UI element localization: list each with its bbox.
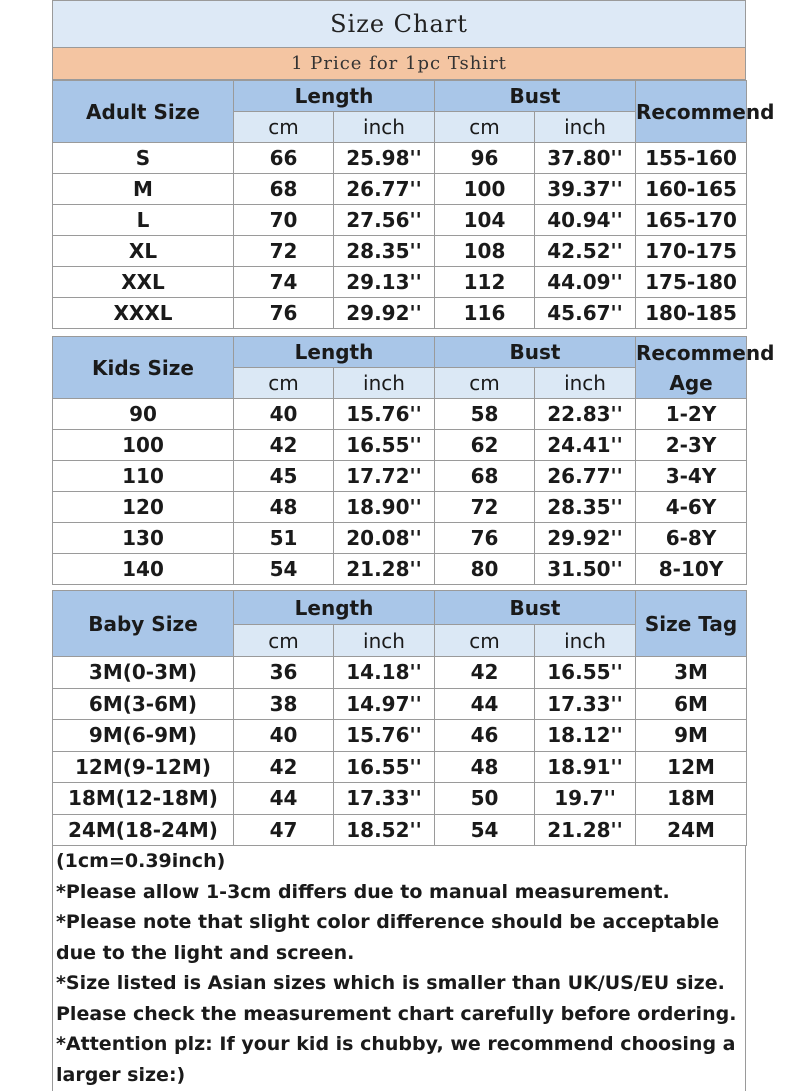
table-row (53, 554, 747, 585)
baby-size-table (52, 590, 747, 846)
bust-header: Bust (435, 81, 636, 112)
section-label: Baby Size (53, 591, 234, 657)
size-cell: 12M(9-12M) (53, 751, 234, 783)
unit-cm: cm (234, 625, 334, 657)
bust-cm-cell: 72 (435, 492, 535, 523)
unit-cm: cm (435, 368, 535, 399)
bust-inch-cell: 39.37'' (535, 174, 636, 205)
length-cm-cell: 47 (234, 814, 334, 846)
kids-size-table (52, 336, 775, 585)
length-inch-cell: 25.98'' (334, 143, 435, 174)
bust-cm-cell: 44 (435, 688, 535, 720)
bust-cm-cell: 58 (435, 399, 535, 430)
bust-header: Bust (435, 591, 636, 625)
table-row (53, 688, 747, 720)
table-row (53, 751, 747, 783)
length-inch-cell: 20.08'' (334, 523, 435, 554)
size-cell: XL (53, 236, 234, 267)
size-cell: 100 (53, 430, 234, 461)
recommend-cell: 2-3Y (636, 430, 747, 461)
note-line: *Please note that slight color difference should be acceptable (56, 911, 720, 933)
length-inch-cell: 26.77'' (334, 174, 435, 205)
bust-cm-cell: 100 (435, 174, 535, 205)
recommend-cell: 6M (636, 688, 747, 720)
unit-cm: cm (435, 112, 535, 143)
note-line: *Attention plz: If your kid is chubby, we recommend choosing a (56, 1033, 736, 1055)
recommend-header: Recommend (636, 81, 747, 143)
recommend-cell: 24M (636, 814, 747, 846)
recommend-cell: 165-170 (636, 205, 747, 236)
length-cm-cell: 40 (234, 399, 334, 430)
bust-inch-cell: 16.55'' (535, 657, 636, 689)
length-inch-cell: 18.52'' (334, 814, 435, 846)
table-row (53, 461, 747, 492)
recommend-cell: 1-2Y (636, 399, 747, 430)
section-label: Adult Size (53, 81, 234, 143)
price-note: 1 Price for 1pc Tshirt (52, 48, 746, 80)
bust-cm-cell: 62 (435, 430, 535, 461)
length-inch-cell: 27.56'' (334, 205, 435, 236)
size-cell: 120 (53, 492, 234, 523)
length-inch-cell: 15.76'' (334, 399, 435, 430)
bust-inch-cell: 29.92'' (535, 523, 636, 554)
length-inch-cell: 14.97'' (334, 688, 435, 720)
length-cm-cell: 51 (234, 523, 334, 554)
note-line: Please check the measurement chart carefully before ordering. (56, 1002, 737, 1025)
size-cell: 24M(18-24M) (53, 814, 234, 846)
note-line: due to the light and screen. (56, 941, 355, 964)
bust-inch-cell: 44.09'' (535, 267, 636, 298)
bust-cm-cell: 76 (435, 523, 535, 554)
table-row (53, 205, 747, 236)
unit-inch: inch (535, 625, 636, 657)
bust-cm-cell: 112 (435, 267, 535, 298)
bust-inch-cell: 28.35'' (535, 492, 636, 523)
length-inch-cell: 29.92'' (334, 298, 435, 329)
notes (52, 846, 746, 1091)
length-inch-cell: 21.28'' (334, 554, 435, 585)
note-line: (1cm=0.39inch) (56, 850, 226, 872)
size-cell: XXXL (53, 298, 234, 329)
table-row (53, 783, 747, 815)
length-inch-cell: 16.55'' (334, 430, 435, 461)
length-inch-cell: 28.35'' (334, 236, 435, 267)
length-inch-cell: 18.90'' (334, 492, 435, 523)
length-inch-cell: 14.18'' (334, 657, 435, 689)
bust-inch-cell: 19.7'' (535, 783, 636, 815)
size-cell: 9M(6-9M) (53, 720, 234, 752)
length-cm-cell: 38 (234, 688, 334, 720)
recommend-cell: 175-180 (636, 267, 747, 298)
note-line: *Please allow 1-3cm differs due to manual measurement. (56, 880, 670, 903)
recommend-cell: 12M (636, 751, 747, 783)
bust-cm-cell: 42 (435, 657, 535, 689)
size-cell: 18M(12-18M) (53, 783, 234, 815)
length-cm-cell: 66 (234, 143, 334, 174)
length-cm-cell: 42 (234, 430, 334, 461)
unit-inch: inch (334, 368, 435, 399)
bust-cm-cell: 48 (435, 751, 535, 783)
size-cell: 110 (53, 461, 234, 492)
note-line: larger size:) (56, 1063, 186, 1086)
recommend-cell: 9M (636, 720, 747, 752)
table-row (53, 399, 747, 430)
recommend-age-header: Recommend Age (636, 337, 747, 399)
table-row (53, 720, 747, 752)
table-row (53, 492, 747, 523)
unit-inch: inch (334, 112, 435, 143)
length-cm-cell: 44 (234, 783, 334, 815)
length-cm-cell: 54 (234, 554, 334, 585)
table-row (53, 143, 747, 174)
recommend-cell: 4-6Y (636, 492, 747, 523)
unit-cm: cm (234, 112, 334, 143)
length-header: Length (234, 81, 435, 112)
length-cm-cell: 45 (234, 461, 334, 492)
note-line: *Size listed is Asian sizes which is smaller than UK/US/EU size. (56, 972, 725, 994)
bust-cm-cell: 46 (435, 720, 535, 752)
unit-cm: cm (435, 625, 535, 657)
bust-cm-cell: 96 (435, 143, 535, 174)
length-cm-cell: 48 (234, 492, 334, 523)
size-cell: M (53, 174, 234, 205)
table-row (53, 298, 747, 329)
bust-inch-cell: 40.94'' (535, 205, 636, 236)
bust-cm-cell: 108 (435, 236, 535, 267)
bust-inch-cell: 21.28'' (535, 814, 636, 846)
size-cell: 6M(3-6M) (53, 688, 234, 720)
length-header: Length (234, 337, 435, 368)
bust-cm-cell: 54 (435, 814, 535, 846)
recommend-cell: 3M (636, 657, 747, 689)
size-tag-header: Size Tag (636, 591, 747, 657)
length-cm-cell: 74 (234, 267, 334, 298)
table-row (53, 236, 747, 267)
length-cm-cell: 40 (234, 720, 334, 752)
length-cm-cell: 72 (234, 236, 334, 267)
bust-inch-cell: 26.77'' (535, 461, 636, 492)
bust-cm-cell: 50 (435, 783, 535, 815)
table-row (53, 267, 747, 298)
bust-inch-cell: 31.50'' (535, 554, 636, 585)
unit-inch: inch (334, 625, 435, 657)
size-cell: 140 (53, 554, 234, 585)
bust-inch-cell: 18.91'' (535, 751, 636, 783)
recommend-cell: 155-160 (636, 143, 747, 174)
size-cell: L (53, 205, 234, 236)
size-cell: 90 (53, 399, 234, 430)
recommend-cell: 180-185 (636, 298, 747, 329)
size-cell: S (53, 143, 234, 174)
recommend-cell: 3-4Y (636, 461, 747, 492)
length-cm-cell: 76 (234, 298, 334, 329)
length-inch-cell: 29.13'' (334, 267, 435, 298)
bust-header: Bust (435, 337, 636, 368)
bust-inch-cell: 17.33'' (535, 688, 636, 720)
length-cm-cell: 68 (234, 174, 334, 205)
size-cell: XXL (53, 267, 234, 298)
bust-inch-cell: 37.80'' (535, 143, 636, 174)
length-cm-cell: 42 (234, 751, 334, 783)
table-row (53, 523, 747, 554)
table-row (53, 657, 747, 689)
bust-inch-cell: 18.12'' (535, 720, 636, 752)
table-row (53, 814, 747, 846)
recommend-cell: 8-10Y (636, 554, 747, 585)
bust-cm-cell: 104 (435, 205, 535, 236)
bust-inch-cell: 24.41'' (535, 430, 636, 461)
bust-inch-cell: 42.52'' (535, 236, 636, 267)
table-row (53, 174, 747, 205)
table-row (53, 430, 747, 461)
length-cm-cell: 70 (234, 205, 334, 236)
bust-inch-cell: 45.67'' (535, 298, 636, 329)
bust-cm-cell: 80 (435, 554, 535, 585)
length-cm-cell: 36 (234, 657, 334, 689)
chart-title: Size Chart (52, 0, 746, 48)
bust-inch-cell: 22.83'' (535, 399, 636, 430)
bust-cm-cell: 68 (435, 461, 535, 492)
recommend-cell: 6-8Y (636, 523, 747, 554)
unit-cm: cm (234, 368, 334, 399)
size-cell: 3M(0-3M) (53, 657, 234, 689)
recommend-cell: 170-175 (636, 236, 747, 267)
unit-inch: inch (535, 368, 636, 399)
bust-cm-cell: 116 (435, 298, 535, 329)
adult-size-table (52, 80, 775, 329)
length-inch-cell: 17.33'' (334, 783, 435, 815)
length-header: Length (234, 591, 435, 625)
size-cell: 130 (53, 523, 234, 554)
recommend-cell: 18M (636, 783, 747, 815)
length-inch-cell: 15.76'' (334, 720, 435, 752)
section-label: Kids Size (53, 337, 234, 399)
recommend-cell: 160-165 (636, 174, 747, 205)
length-inch-cell: 17.72'' (334, 461, 435, 492)
unit-inch: inch (535, 112, 636, 143)
size-chart (52, 0, 775, 1091)
length-inch-cell: 16.55'' (334, 751, 435, 783)
